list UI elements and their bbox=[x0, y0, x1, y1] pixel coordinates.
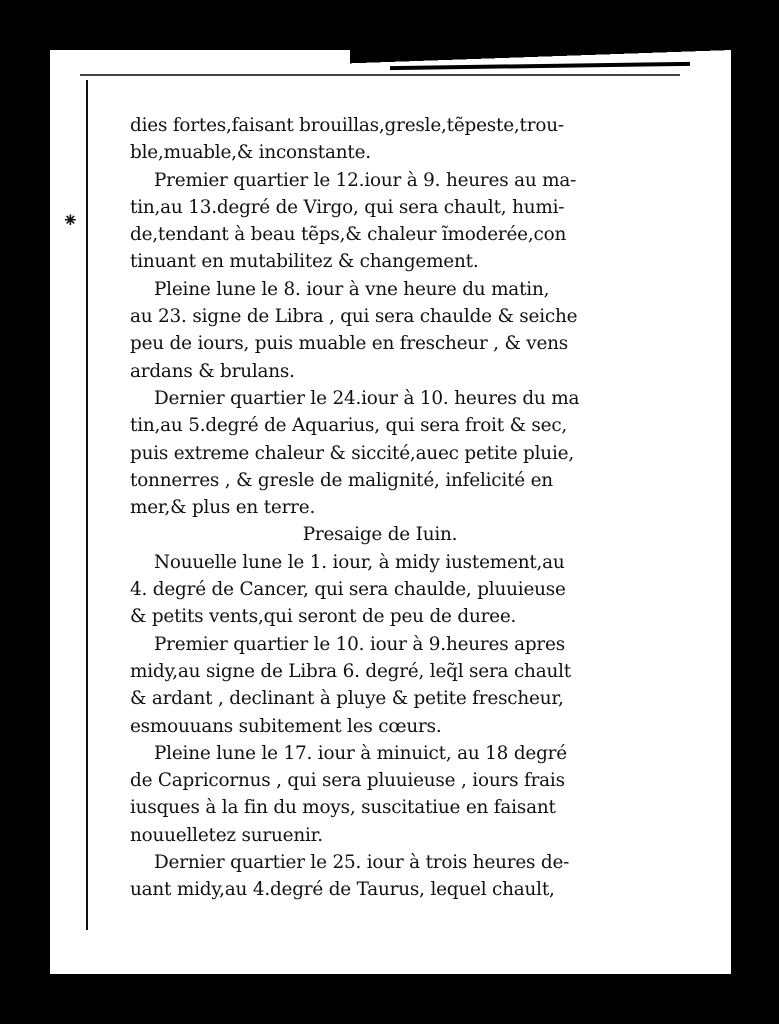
text-line: 4. degré de Cancer, qui sera chaulde, pluuieuse bbox=[130, 579, 566, 601]
text-line: tonnerres , & gresle de malignité, infelicité en bbox=[130, 469, 553, 491]
text-line: puis extreme chaleur & siccité,auec petite pluie, bbox=[130, 442, 574, 464]
text-line: nouuelletez suruenir. bbox=[130, 824, 323, 846]
section-heading: Presaige de Iuin. bbox=[302, 524, 458, 546]
text-line: midy,au signe de Libra 6. degré, leq̃l sera chault bbox=[130, 660, 571, 682]
text-line: peu de iours, puis muable en frescheur , & vens bbox=[130, 333, 569, 355]
text-line: ardans & brulans. bbox=[130, 360, 295, 382]
text-line: iusques à la fin du moys, suscitatiue en faisant bbox=[130, 797, 556, 819]
text-line: tin,au 5.degré de Aquarius, qui sera froit & sec, bbox=[130, 415, 568, 437]
text-line: Premier quartier le 12.iour à 9. heures au ma- bbox=[154, 169, 577, 191]
text-line: Pleine lune le 8. iour à vne heure du matin, bbox=[154, 278, 550, 300]
text-line: Pleine lune le 17. iour à minuict, au 18 degré bbox=[154, 742, 567, 764]
text-line: de,tendant à beau tẽps,& chaleur ĩmoderée,con bbox=[130, 224, 567, 246]
text-line: mer,& plus en terre. bbox=[130, 497, 316, 519]
text-line: uant midy,au 4.degré de Taurus, lequel chault, bbox=[130, 879, 555, 901]
text-line: dies fortes,faisant brouillas,gresle,tẽpeste,trou- bbox=[130, 115, 564, 136]
text-line: Nouuelle lune le 1. iour, à midy iustement,au bbox=[154, 551, 565, 573]
text-line: Dernier quartier le 24.iour à 10. heures du ma bbox=[154, 387, 580, 409]
text-line: de Capricornus , qui sera pluuieuse , iours frais bbox=[130, 770, 565, 792]
text-block-june bbox=[130, 549, 630, 904]
text-line: tinuant en mutabilitez & changement. bbox=[130, 251, 479, 273]
text-block-may bbox=[130, 112, 630, 521]
page-text bbox=[130, 112, 630, 904]
margin-rule bbox=[86, 80, 88, 930]
text-line: au 23. signe de Libra , qui sera chaulde & seiche bbox=[130, 306, 578, 328]
text-line: ble,muable,& inconstante. bbox=[130, 142, 371, 164]
text-line: & ardant , declinant à pluye & petite frescheur, bbox=[130, 688, 564, 710]
text-line: esmouuans subitement les cœurs. bbox=[130, 715, 442, 737]
top-rule bbox=[80, 74, 680, 76]
book-page bbox=[50, 50, 731, 974]
text-line: Dernier quartier le 25. iour à trois heures de- bbox=[154, 852, 570, 874]
text-line: tin,au 13.degré de Virgo, qui sera chault, humi- bbox=[130, 196, 565, 218]
margin-mark: ⁕ bbox=[62, 208, 79, 232]
text-line: Premier quartier le 10. iour à 9.heures apres bbox=[154, 633, 565, 655]
text-line: & petits vents,qui seront de peu de duree. bbox=[130, 606, 517, 628]
